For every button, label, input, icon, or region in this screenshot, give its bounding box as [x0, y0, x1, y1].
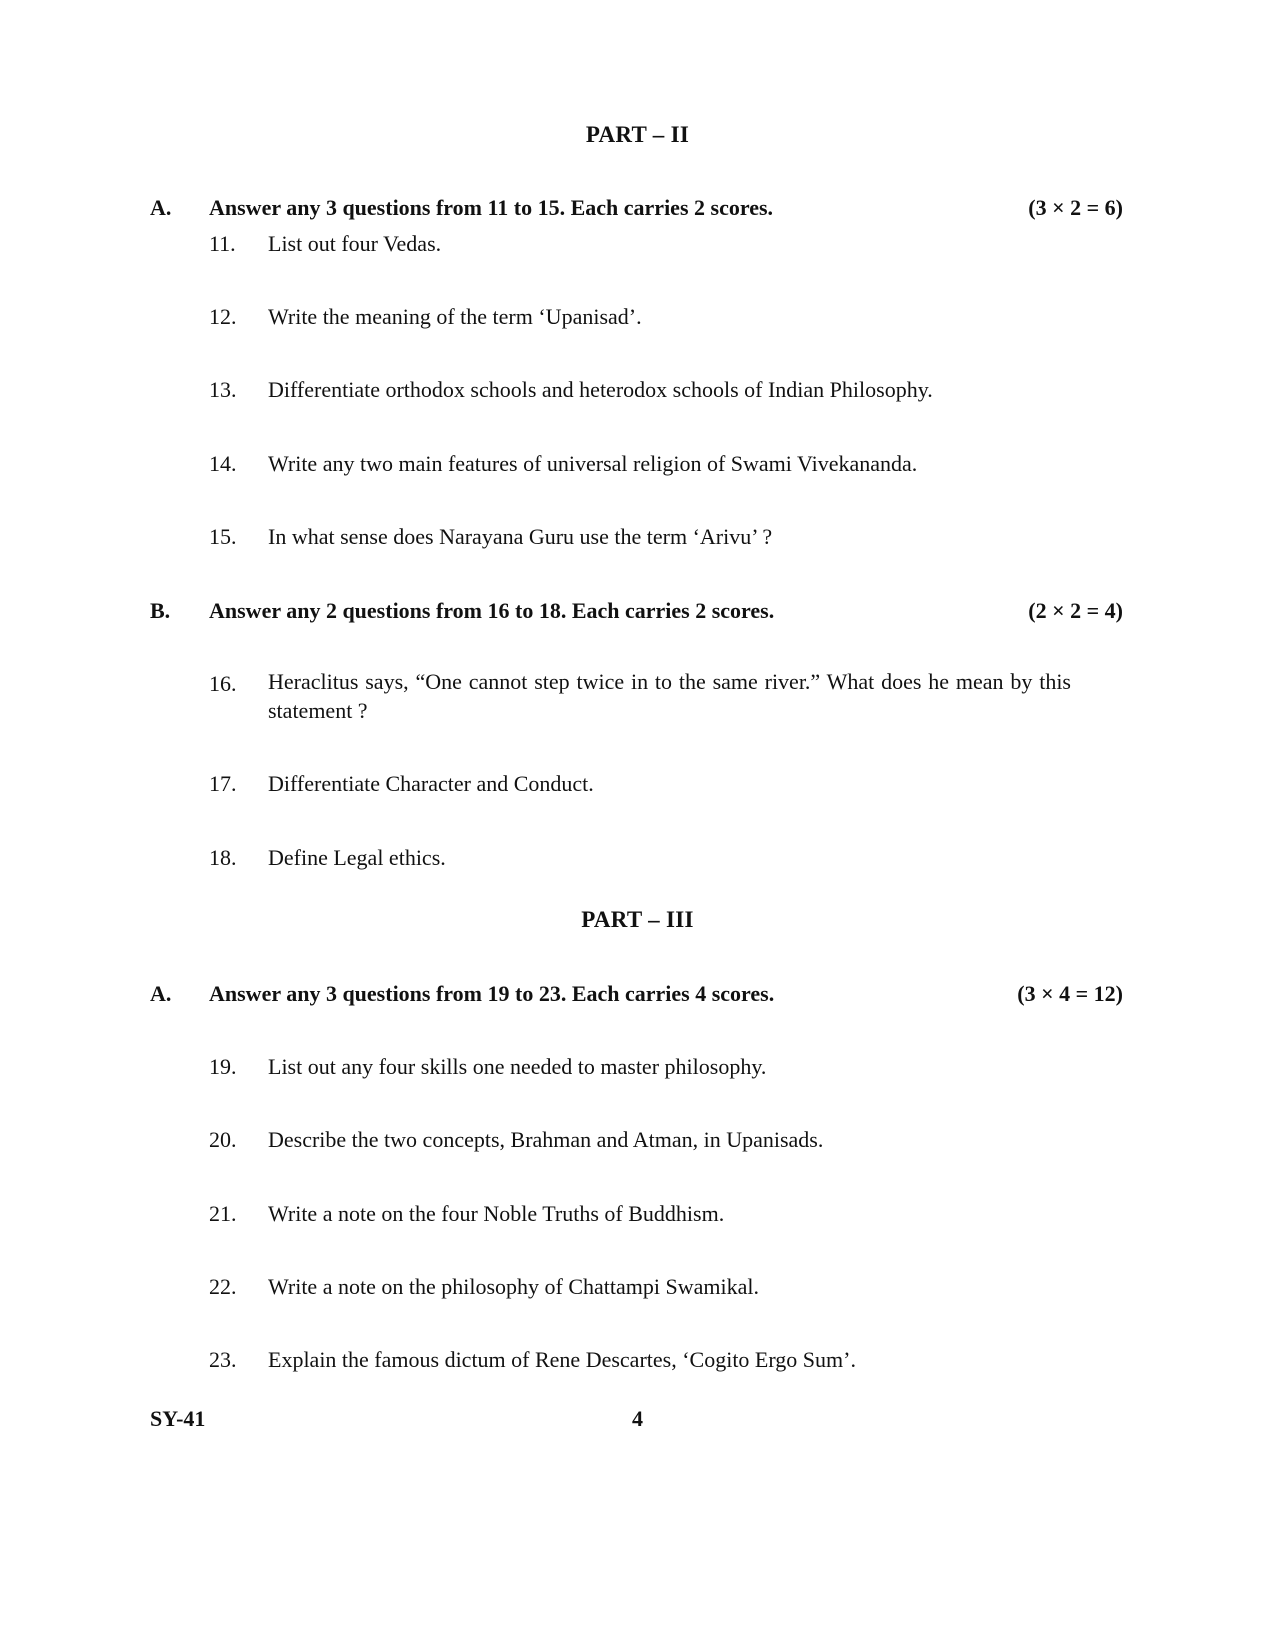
- question-text: Write the meaning of the term ‘Upanisad’.: [268, 304, 642, 329]
- question-number: 20.: [209, 1127, 237, 1152]
- question-number: 17.: [209, 771, 237, 796]
- question-number: 23.: [209, 1347, 237, 1372]
- paper-code: SY-41: [150, 1406, 206, 1431]
- question-number: 12.: [209, 304, 237, 329]
- question-number: 21.: [209, 1201, 237, 1226]
- section-a-instruction: Answer any 3 questions from 19 to 23. Each carries 4 scores.: [209, 981, 775, 1006]
- question-text: Define Legal ethics.: [268, 845, 446, 870]
- section-a-letter: A.: [150, 981, 172, 1006]
- section-a-marks: (3 × 2 = 6): [1028, 195, 1123, 220]
- question-text: Describe the two concepts, Brahman and Atman, in Upanisads.: [268, 1127, 824, 1152]
- question-number: 22.: [209, 1274, 237, 1299]
- question-text: Write a note on the four Noble Truths of Buddhism.: [268, 1201, 725, 1226]
- question-text: Differentiate orthodox schools and heterodox schools of Indian Philosophy.: [268, 377, 933, 402]
- page-number: 4: [632, 1406, 643, 1431]
- question-text: List out any four skills one needed to master philosophy.: [268, 1054, 767, 1079]
- question-number: 19.: [209, 1054, 237, 1079]
- question-text: Write a note on the philosophy of Chattampi Swamikal.: [268, 1274, 759, 1299]
- question-number: 16.: [209, 671, 237, 696]
- question-text: Heraclitus says, “One cannot step twice in to the same river.” What does he mean by this statement ?: [268, 669, 1071, 723]
- section-b-letter: B.: [150, 598, 171, 623]
- question-number: 11.: [209, 231, 236, 256]
- question-text: List out four Vedas.: [268, 231, 442, 256]
- part-2-title: PART – II: [585, 122, 690, 147]
- question-number: 15.: [209, 524, 237, 549]
- question-number: 14.: [209, 451, 237, 476]
- question-text: Explain the famous dictum of Rene Descartes, ‘Cogito Ergo Sum’.: [268, 1347, 856, 1372]
- question-text: In what sense does Narayana Guru use the term ‘Arivu’ ?: [268, 524, 773, 549]
- section-b-instruction: Answer any 2 questions from 16 to 18. Each carries 2 scores.: [209, 598, 775, 623]
- section-a-marks: (3 × 4 = 12): [1017, 981, 1123, 1006]
- section-b-marks: (2 × 2 = 4): [1028, 598, 1123, 623]
- question-text: Write any two main features of universal religion of Swami Vivekananda.: [268, 451, 918, 476]
- part-3-title: PART – III: [581, 907, 694, 932]
- question-text: Differentiate Character and Conduct.: [268, 771, 594, 796]
- question-number: 18.: [209, 845, 237, 870]
- section-a-letter: A.: [150, 195, 172, 220]
- section-a-instruction: Answer any 3 questions from 11 to 15. Each carries 2 scores.: [209, 195, 774, 220]
- question-number: 13.: [209, 377, 237, 402]
